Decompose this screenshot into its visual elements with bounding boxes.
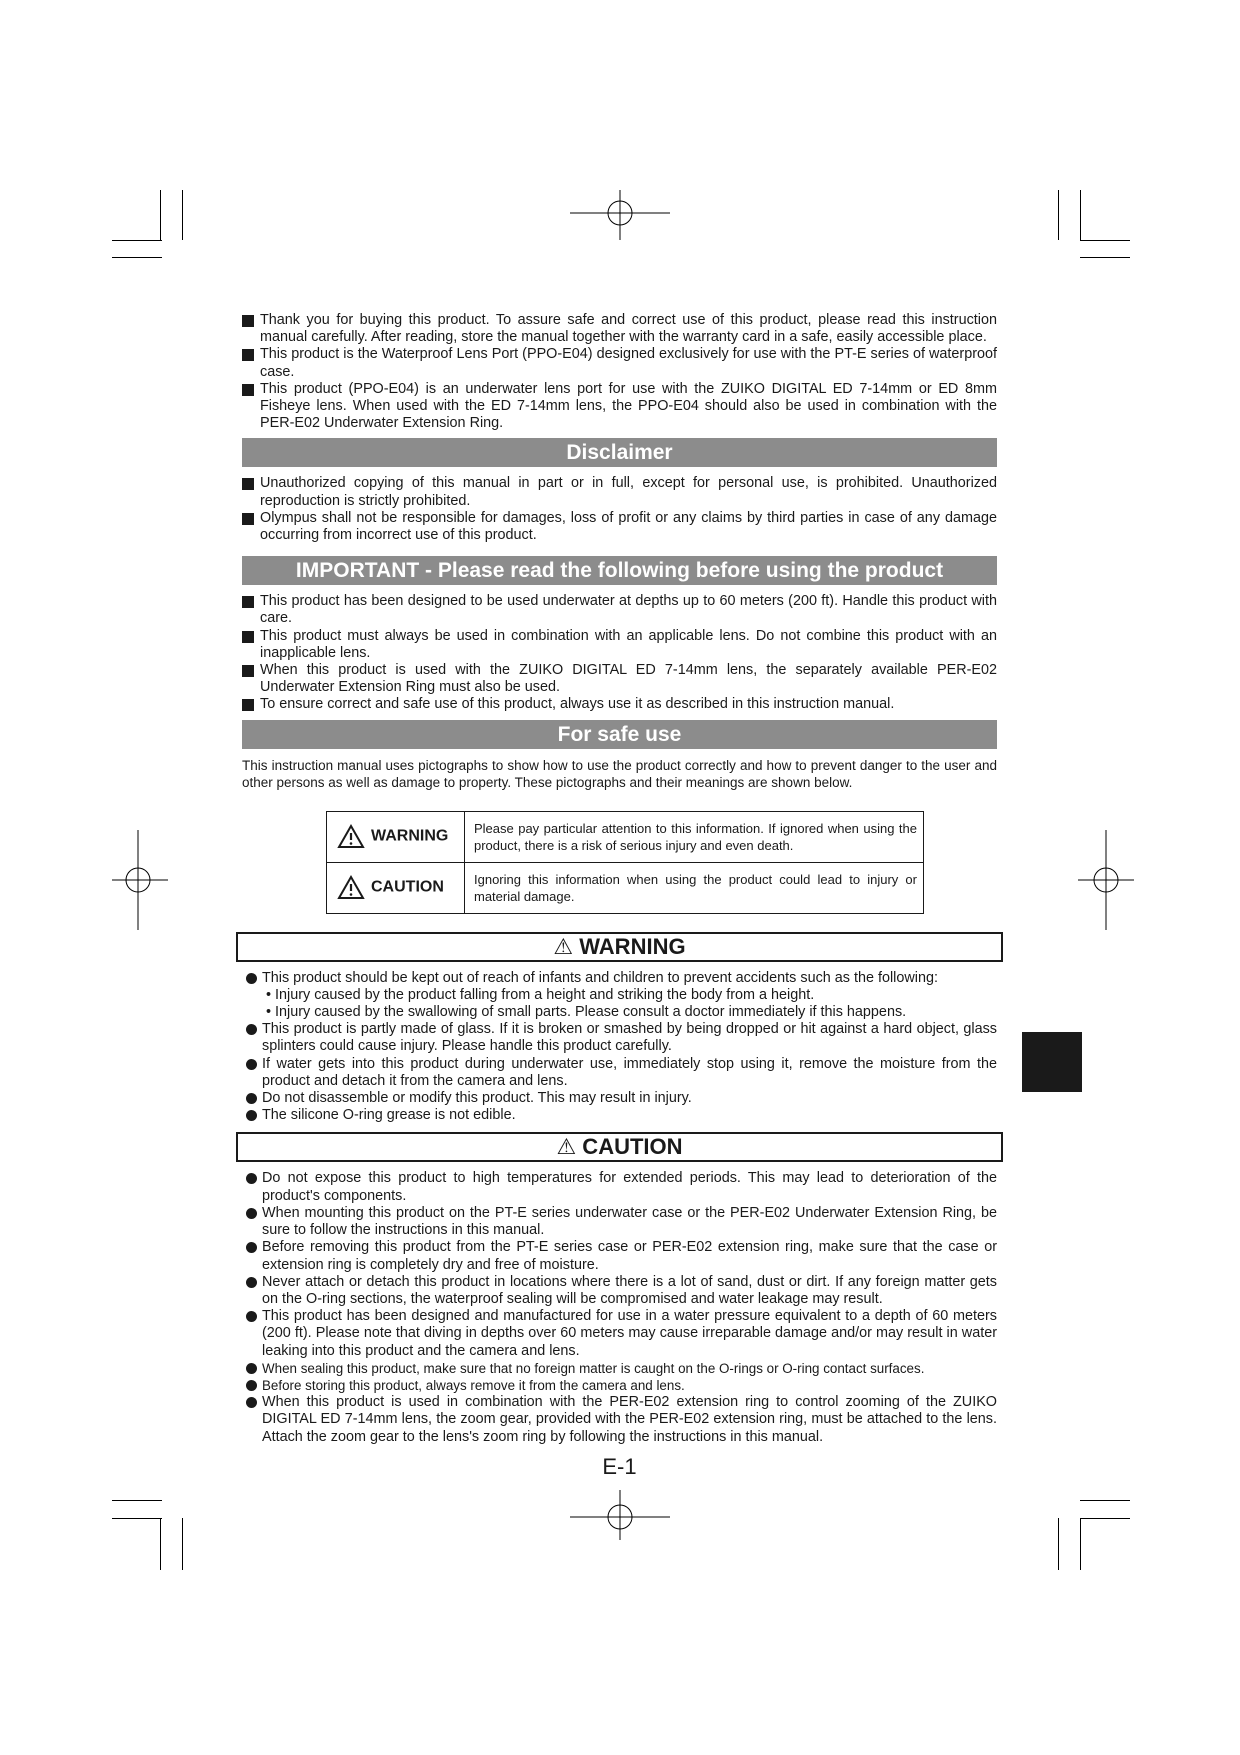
- warning-list: [242, 970, 997, 1125]
- registration-mark-bottom: [570, 1490, 670, 1540]
- safe-use-heading: For safe use: [242, 720, 997, 749]
- warning-heading: ⚠ WARNING: [236, 932, 1003, 962]
- list-item: This product (PPO-E04) is an underwater lens port for use with the ZUIKO DIGITAL ED 7-14mm or ED 8mm Fisheye lens. When used with the ED 7-14mm lens, the PPO-E04 should also be used in combination with the PER-E02 Underwater Extension Ring.: [242, 381, 997, 433]
- list-item: When this product is used with the ZUIKO DIGITAL ED 7-14mm lens, the separately available PER-E02 Underwater Extension Ring must also be used.: [242, 662, 997, 696]
- warning-triangle-icon: [337, 824, 365, 849]
- disclaimer-heading: Disclaimer: [242, 438, 997, 467]
- list-item: This product is partly made of glass. If it is broken or smashed by being dropped or hit against a hard object, glass splinters could cause injury. Please handle this product carefully.: [242, 1021, 997, 1055]
- list-item: Olympus shall not be responsible for damages, loss of profit or any claims by third parties in case of any damage occurring from incorrect use of this product.: [242, 510, 997, 544]
- registration-mark-left: [112, 830, 168, 930]
- list-item: When sealing this product, make sure that no foreign matter is caught on the O-rings or O-ring contact surfaces.: [242, 1360, 997, 1377]
- table-row: [327, 811, 924, 862]
- warning-triangle-icon: [337, 875, 365, 900]
- list-item: To ensure correct and safe use of this product, always use it as described in this instruction manual.: [242, 696, 997, 713]
- disclaimer-list: [242, 475, 997, 544]
- list-item: Never attach or detach this product in locations where there is a lot of sand, dust or dirt. If any foreign matter gets on the O-ring sections, the waterproof sealing will be compromised and water leakage may result.: [242, 1274, 997, 1308]
- page-content: [242, 312, 997, 1480]
- list-item: This product has been designed and manufactured for use in a water pressure equivalent to a depth of 60 meters (200 ft). Please note that diving in depths over 60 meters may cause irreparable damage and/or may result in water leaking into this product and the camera and lens.: [242, 1308, 997, 1360]
- list-item: This product has been designed to be used underwater at depths up to 60 meters (200 ft). Handle this product with care.: [242, 593, 997, 627]
- list-item: Do not expose this product to high temperatures for extended periods. This may lead to deterioration of the product's components.: [242, 1170, 997, 1204]
- registration-mark-top: [570, 190, 670, 240]
- intro-list: [242, 312, 997, 432]
- pictograph-label: WARNING: [371, 827, 449, 845]
- pictograph-description: Please pay particular attention to this information. If ignored when using the product, there is a risk of serious injury and even death.: [465, 811, 924, 862]
- list-item: Before removing this product from the PT-E series case or PER-E02 extension ring, make sure that the case or extension ring is completely dry and free of moisture.: [242, 1239, 997, 1273]
- table-row: [327, 862, 924, 913]
- page-number: E-1: [602, 1453, 637, 1479]
- pictograph-label-cell: [327, 862, 465, 913]
- list-item: The silicone O-ring grease is not edible.: [242, 1107, 997, 1124]
- registration-mark-right: [1078, 830, 1134, 930]
- list-item: Unauthorized copying of this manual in part or in full, except for personal use, is prohibited. Unauthorized reproduction is strictly prohibited.: [242, 475, 997, 509]
- list-item: This product must always be used in combination with an applicable lens. Do not combine this product with an inapplicable lens.: [242, 628, 997, 662]
- list-item: If water gets into this product during underwater use, immediately stop using it, remove the moisture from the product and detach it from the camera and lens.: [242, 1056, 997, 1090]
- pictograph-label-cell: [327, 811, 465, 862]
- caution-list: [242, 1170, 997, 1445]
- list-item: This product is the Waterproof Lens Port (PPO-E04) designed exclusively for use with the PT-E series of waterproof case.: [242, 346, 997, 380]
- sub-list-item: • Injury caused by the swallowing of small parts. Please consult a doctor immediately if this happens.: [266, 1004, 907, 1021]
- list-item: Before storing this product, always remove it from the camera and lens.: [242, 1377, 997, 1394]
- caution-heading: ⚠ CAUTION: [236, 1132, 1003, 1162]
- pictograph-label: CAUTION: [371, 878, 444, 896]
- list-item: Do not disassemble or modify this product. This may result in injury.: [242, 1090, 997, 1107]
- safe-use-intro: This instruction manual uses pictographs to show how to use the product correctly and how to prevent danger to the user and other persons as well as damage to property. These pictographs and their meanings are shown below.: [242, 757, 997, 790]
- pictograph-table: [326, 811, 924, 914]
- section-thumb-tab: [1022, 1032, 1082, 1092]
- sub-list-item: • Injury caused by the product falling from a height and striking the body from a height.: [266, 986, 815, 1003]
- list-item: When this product is used in combination with the PER-E02 extension ring to control zooming of the ZUIKO DIGITAL ED 7-14mm lens, the zoom gear, provided with the PER-E02 extension ring, must be attached to the lens. Attach the zoom gear to the lens's zoom ring by following the instructions in this manual.: [242, 1394, 997, 1446]
- list-item: This product should be kept out of reach of infants and children to prevent accidents such as the following:: [242, 970, 997, 987]
- list-item: Thank you for buying this product. To assure safe and correct use of this product, please read this instruction manual carefully. After reading, store the manual together with the warranty card in a safe, easily accessible place.: [242, 312, 997, 346]
- important-heading: IMPORTANT - Please read the following before using the product: [242, 556, 997, 585]
- list-item: When mounting this product on the PT-E series underwater case or the PER-E02 Underwater Extension Ring, be sure to follow the instructions in this manual.: [242, 1205, 997, 1239]
- important-list: [242, 593, 997, 713]
- pictograph-description: Ignoring this information when using the product could lead to injury or material damage.: [465, 862, 924, 913]
